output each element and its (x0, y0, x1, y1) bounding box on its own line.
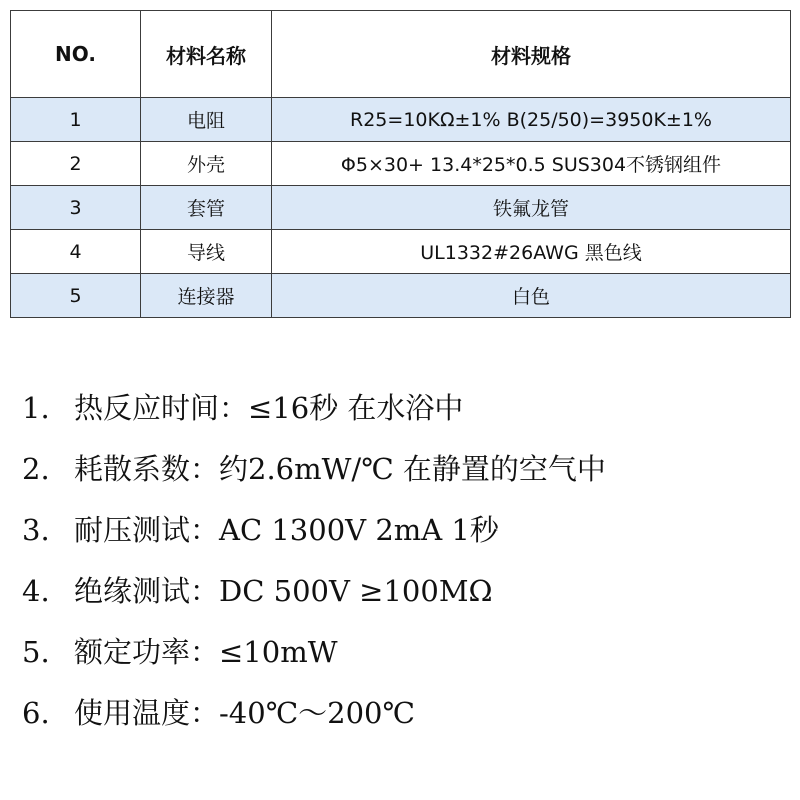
cell-spec: Φ5×30+ 13.4*25*0.5 SUS304不锈钢组件 (272, 142, 791, 186)
cell-name: 导线 (141, 230, 272, 274)
note-text: 额定功率：≤10mW (74, 635, 338, 669)
note-number: 3. (22, 513, 50, 547)
note-text: 使用温度：-40℃～200℃ (74, 696, 415, 730)
cell-no: 3 (11, 186, 141, 230)
note-number: 2. (22, 452, 50, 486)
cell-name: 套管 (141, 186, 272, 230)
header-material-name: 材料名称 (141, 11, 272, 98)
table-row (11, 230, 791, 274)
note-text: 耗散系数：约2.6mW/℃ 在静置的空气中 (74, 452, 606, 486)
cell-spec: UL1332#26AWG 黑色线 (272, 230, 791, 274)
material-spec-table (10, 10, 791, 318)
list-item (22, 439, 606, 500)
cell-no: 5 (11, 274, 141, 318)
header-no: NO. (11, 11, 141, 98)
table-row (11, 186, 791, 230)
cell-name: 连接器 (141, 274, 272, 318)
list-item (22, 561, 606, 622)
table-row (11, 142, 791, 186)
table-row (11, 98, 791, 142)
cell-name: 电阻 (141, 98, 272, 142)
cell-no: 1 (11, 98, 141, 142)
cell-spec: 铁氟龙管 (272, 186, 791, 230)
note-text: 耐压测试：AC 1300V 2mA 1秒 (74, 513, 499, 547)
cell-name: 外壳 (141, 142, 272, 186)
cell-no: 2 (11, 142, 141, 186)
header-material-spec: 材料规格 (272, 11, 791, 98)
table-row (11, 274, 791, 318)
specification-notes-list (22, 378, 606, 744)
cell-spec: R25=10KΩ±1% B(25/50)=3950K±1% (272, 98, 791, 142)
cell-no: 4 (11, 230, 141, 274)
note-text: 热反应时间：≤16秒 在水浴中 (74, 391, 464, 425)
note-text: 绝缘测试：DC 500V ≥100MΩ (74, 574, 493, 608)
list-item (22, 378, 606, 439)
table-header-row (11, 11, 791, 98)
cell-spec: 白色 (272, 274, 791, 318)
note-number: 1. (22, 391, 50, 425)
list-item (22, 500, 606, 561)
list-item (22, 622, 606, 683)
note-number: 5. (22, 635, 50, 669)
note-number: 6. (22, 696, 50, 730)
list-item (22, 683, 606, 744)
note-number: 4. (22, 574, 50, 608)
